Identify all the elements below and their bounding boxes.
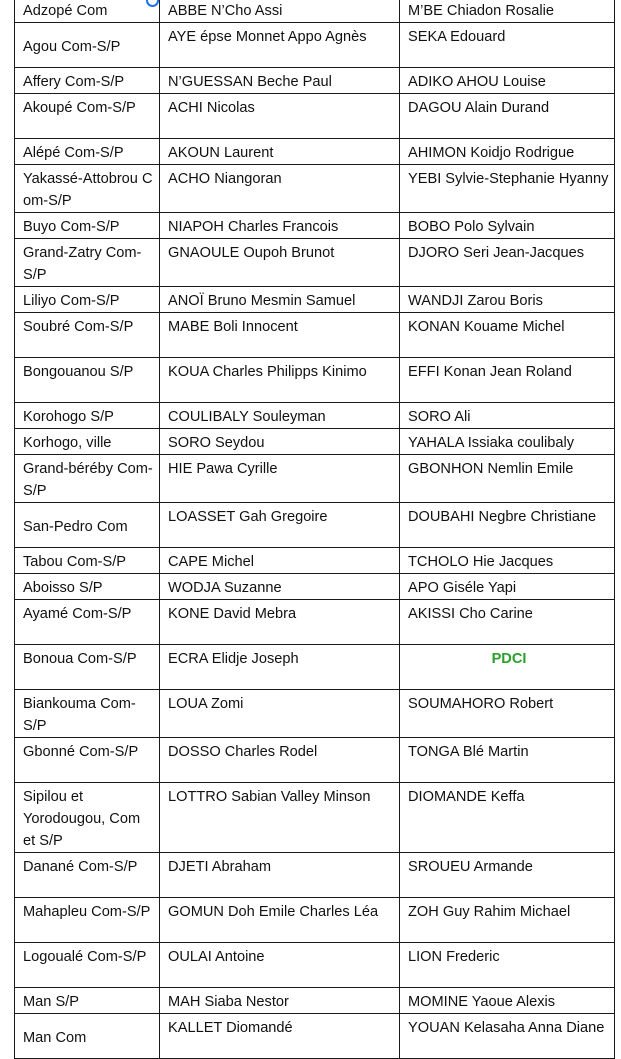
candidate-b-cell: APO Giséle Yapi xyxy=(400,574,615,600)
locality-cell: Tabou Com-S/P xyxy=(15,548,160,574)
locality-cell: Biankouma Com-S/P xyxy=(15,690,160,738)
table-row xyxy=(15,68,615,94)
locality-cell: Man Com xyxy=(15,1014,160,1059)
locality-cell: Man S/P xyxy=(15,988,160,1014)
candidate-a-cell: CAPE Michel xyxy=(160,548,400,574)
table-row xyxy=(15,313,615,358)
table-row xyxy=(15,213,615,239)
locality-cell: Korhogo, ville xyxy=(15,429,160,455)
locality-cell: Adzopé Com xyxy=(15,0,160,23)
table-row xyxy=(15,943,615,988)
candidate-b-cell: YOUAN Kelasaha Anna Diane xyxy=(400,1014,615,1059)
table-row xyxy=(15,548,615,574)
candidate-b-cell: BOBO Polo Sylvain xyxy=(400,213,615,239)
candidate-b-cell: DJORO Seri Jean-Jacques xyxy=(400,239,615,287)
locality-cell: Ayamé Com-S/P xyxy=(15,600,160,645)
candidate-a-cell: LOUA Zomi xyxy=(160,690,400,738)
candidate-a-cell: GOMUN Doh Emile Charles Léa xyxy=(160,898,400,943)
candidate-b-cell: SROUEU Armande xyxy=(400,853,615,898)
table-row xyxy=(15,503,615,548)
locality-cell: Soubré Com-S/P xyxy=(15,313,160,358)
locality-cell: Agou Com-S/P xyxy=(15,23,160,68)
candidate-b-cell: DIOMANDE Keffa xyxy=(400,783,615,853)
locality-cell: Grand-Zatry Com-S/P xyxy=(15,239,160,287)
candidate-a-cell: WODJA Suzanne xyxy=(160,574,400,600)
candidate-a-cell: ACHI Nicolas xyxy=(160,94,400,139)
table-row xyxy=(15,165,615,213)
table-row xyxy=(15,94,615,139)
candidate-b-cell: ZOH Guy Rahim Michael xyxy=(400,898,615,943)
candidate-a-cell: AKOUN Laurent xyxy=(160,139,400,165)
locality-cell: Aboisso S/P xyxy=(15,574,160,600)
locality-cell: Korohogo S/P xyxy=(15,403,160,429)
table-row xyxy=(15,287,615,313)
locality-cell: Alépé Com-S/P xyxy=(15,139,160,165)
candidate-b-cell: EFFI Konan Jean Roland xyxy=(400,358,615,403)
candidate-b-cell: YEBI Sylvie-Stephanie Hyanny xyxy=(400,165,615,213)
locality-cell: Liliyo Com-S/P xyxy=(15,287,160,313)
locality-cell: Akoupé Com-S/P xyxy=(15,94,160,139)
candidate-b-cell: KONAN Kouame Michel xyxy=(400,313,615,358)
table-row xyxy=(15,429,615,455)
candidate-a-cell: ECRA Elidje Joseph xyxy=(160,645,400,690)
locality-cell: Affery Com-S/P xyxy=(15,68,160,94)
candidate-b-cell: ADIKO AHOU Louise xyxy=(400,68,615,94)
candidate-a-cell: LOASSET Gah Gregoire xyxy=(160,503,400,548)
candidate-a-cell: AYE épse Monnet Appo Agnès xyxy=(160,23,400,68)
table-row xyxy=(15,358,615,403)
table-row xyxy=(15,139,615,165)
table-row xyxy=(15,898,615,943)
candidate-a-cell: KONE David Mebra xyxy=(160,600,400,645)
candidate-a-cell: KALLET Diomandé xyxy=(160,1014,400,1059)
table-row xyxy=(15,738,615,783)
candidate-a-cell: ANOÏ Bruno Mesmin Samuel xyxy=(160,287,400,313)
candidate-a-cell: SORO Seydou xyxy=(160,429,400,455)
table-row xyxy=(15,1014,615,1059)
candidate-b-cell: DAGOU Alain Durand xyxy=(400,94,615,139)
locality-cell: Danané Com-S/P xyxy=(15,853,160,898)
candidate-b-cell: M’BE Chiadon Rosalie xyxy=(400,0,615,23)
locality-cell: Bonoua Com-S/P xyxy=(15,645,160,690)
locality-cell: Yakassé-Attobrou Com-S/P xyxy=(15,165,160,213)
table-row xyxy=(15,988,615,1014)
candidate-a-cell: N’GUESSAN Beche Paul xyxy=(160,68,400,94)
candidate-b-cell: WANDJI Zarou Boris xyxy=(400,287,615,313)
locality-cell: Buyo Com-S/P xyxy=(15,213,160,239)
candidate-a-cell: HIE Pawa Cyrille xyxy=(160,455,400,503)
candidate-a-cell: ABBE N’Cho Assi xyxy=(160,0,400,23)
table-row xyxy=(15,600,615,645)
locality-cell: Mahapleu Com-S/P xyxy=(15,898,160,943)
locality-cell: San-Pedro Com xyxy=(15,503,160,548)
candidate-b-cell: SORO Ali xyxy=(400,403,615,429)
candidate-a-cell: MAH Siaba Nestor xyxy=(160,988,400,1014)
locality-cell: Sipilou et Yorodougou, Com et S/P xyxy=(15,783,160,853)
table-row xyxy=(15,853,615,898)
candidate-a-cell: COULIBALY Souleyman xyxy=(160,403,400,429)
table-row xyxy=(15,239,615,287)
candidate-b-cell: SEKA Edouard xyxy=(400,23,615,68)
table-row xyxy=(15,0,615,23)
locality-cell: Gbonné Com-S/P xyxy=(15,738,160,783)
candidate-a-cell: MABE Boli Innocent xyxy=(160,313,400,358)
candidate-a-cell: NIAPOH Charles Francois xyxy=(160,213,400,239)
locality-cell: Grand-béréby Com-S/P xyxy=(15,455,160,503)
table-row xyxy=(15,455,615,503)
party-label: PDCI xyxy=(400,645,615,690)
candidate-table xyxy=(14,0,615,1059)
candidate-a-cell: GNAOULE Oupoh Brunot xyxy=(160,239,400,287)
candidate-b-cell: YAHALA Issiaka coulibaly xyxy=(400,429,615,455)
table-row xyxy=(15,574,615,600)
table-row xyxy=(15,690,615,738)
table-row xyxy=(15,783,615,853)
table-row xyxy=(15,645,615,690)
candidate-b-cell: SOUMAHORO Robert xyxy=(400,690,615,738)
candidate-a-cell: KOUA Charles Philipps Kinimo xyxy=(160,358,400,403)
candidate-b-cell: MOMINE Yaoue Alexis xyxy=(400,988,615,1014)
candidate-a-cell: LOTTRO Sabian Valley Minson xyxy=(160,783,400,853)
candidate-b-cell: LION Frederic xyxy=(400,943,615,988)
candidate-a-cell: OULAI Antoine xyxy=(160,943,400,988)
candidate-b-cell: TCHOLO Hie Jacques xyxy=(400,548,615,574)
locality-cell: Logoualé Com-S/P xyxy=(15,943,160,988)
candidate-b-cell: DOUBAHI Negbre Christiane xyxy=(400,503,615,548)
candidate-b-cell: AKISSI Cho Carine xyxy=(400,600,615,645)
candidate-a-cell: ACHO Niangoran xyxy=(160,165,400,213)
table-row xyxy=(15,23,615,68)
candidate-a-cell: DJETI Abraham xyxy=(160,853,400,898)
candidate-a-cell: DOSSO Charles Rodel xyxy=(160,738,400,783)
locality-cell: Bongouanou S/P xyxy=(15,358,160,403)
candidate-b-cell: TONGA Blé Martin xyxy=(400,738,615,783)
candidate-b-cell: GBONHON Nemlin Emile xyxy=(400,455,615,503)
table-row xyxy=(15,403,615,429)
candidate-b-cell: AHIMON Koidjo Rodrigue xyxy=(400,139,615,165)
